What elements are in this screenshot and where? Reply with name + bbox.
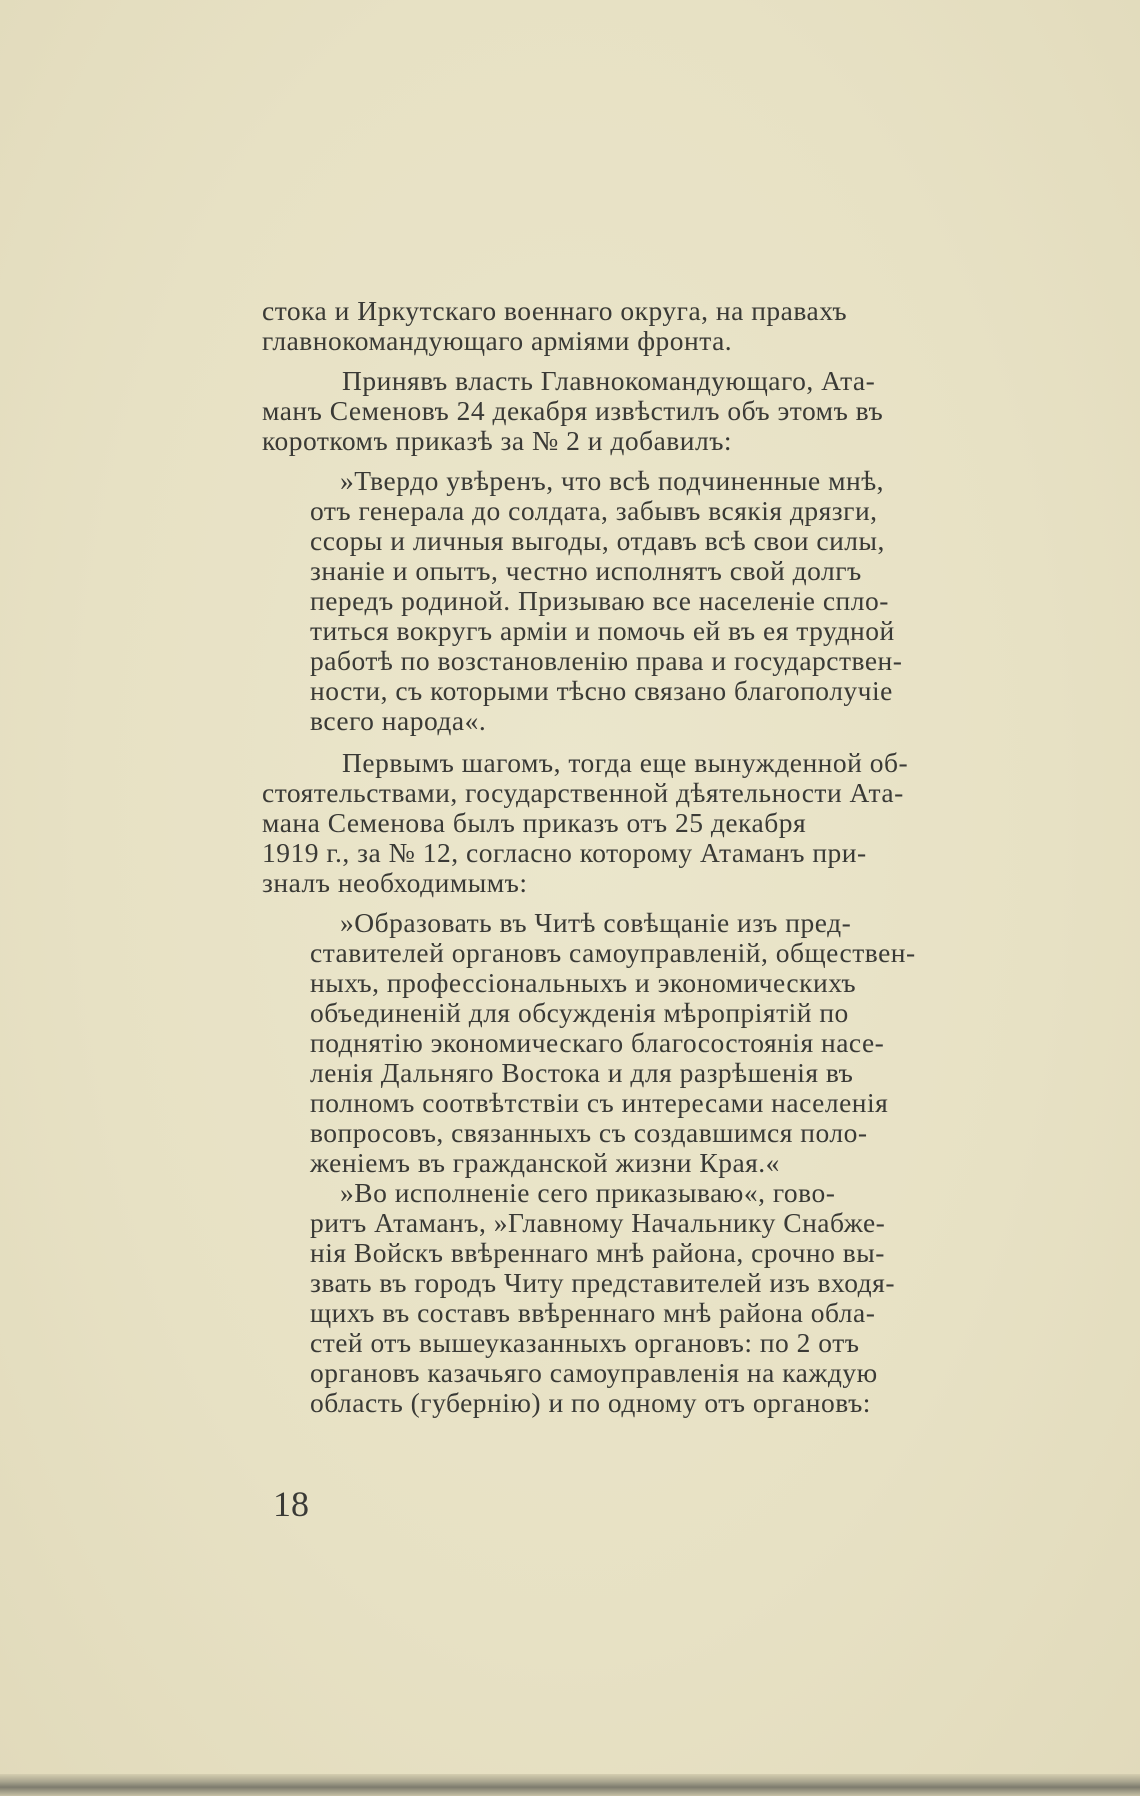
- page-bottom-edge: [0, 1774, 1140, 1796]
- paragraph-continuation: стока и Иркутскаго военнаго округа, на правахъ главнокомандующаго арміями фронта.: [262, 295, 848, 356]
- quote-order-no-12: »Образовать въ Читѣ совѣщаніе изъ пред- ставителей органовъ самоуправленій, обществен- ныхъ, профессіональныхъ и экономическихъ объединеній для обсужденія мѣропріятій по поднятію экономическаго благосостоянія насе- ленія Дальняго Востока и для разрѣшенія въ полномъ соотвѣтствіи съ интересами населенія вопросовъ, связанныхъ съ создавшимся поло- женіемъ въ гражданской жизни Края.«: [310, 907, 916, 1178]
- paragraph-assumption-of-power: Принявъ власть Главнокомандующаго, Ата- манъ Семеновъ 24 декабря извѣстилъ объ этомъ въ короткомъ приказѣ за № 2 и добавилъ:: [262, 365, 884, 456]
- paragraph-first-step: Первымъ шагомъ, тогда еще вынужденной об- стоятельствами, государственной дѣятельности Ата- мана Семенова былъ приказъ отъ 25 декабря 1919 г., за № 12, согласно которому Атаманъ при- зналъ необходимымъ:: [262, 747, 909, 898]
- quote-order-no-2: »Твердо увѣренъ, что всѣ подчиненные мнѣ, отъ генерала до солдата, забывъ всякія дрязги, ссоры и личныя выгоды, отдавъ всѣ свои силы, знаніе и опытъ, честно исполнятъ свой долгъ передъ родиной. Призываю все населеніе спло- титься вокругъ арміи и помочь ей въ ея трудной работѣ по возстановленію права и государствен- ности, съ которыми тѣсно связано благополучіе всего народа«.: [310, 465, 903, 736]
- page-number: 18: [273, 1484, 309, 1524]
- page-body-text: [262, 296, 1004, 1418]
- quote-execution-order: »Во исполненіе сего приказываю«, гово- ритъ Атаманъ, »Главному Начальнику Снабже- нія Войскъ ввѣреннаго мнѣ района, срочно вы- звать въ городъ Читу представителей изъ входя- щихъ въ составъ ввѣреннаго мнѣ района обла- стей отъ вышеуказанныхъ органовъ: по 2 отъ органовъ казачьяго самоуправленія на каждую область (губернію) и по одному отъ органовъ:: [310, 1177, 895, 1418]
